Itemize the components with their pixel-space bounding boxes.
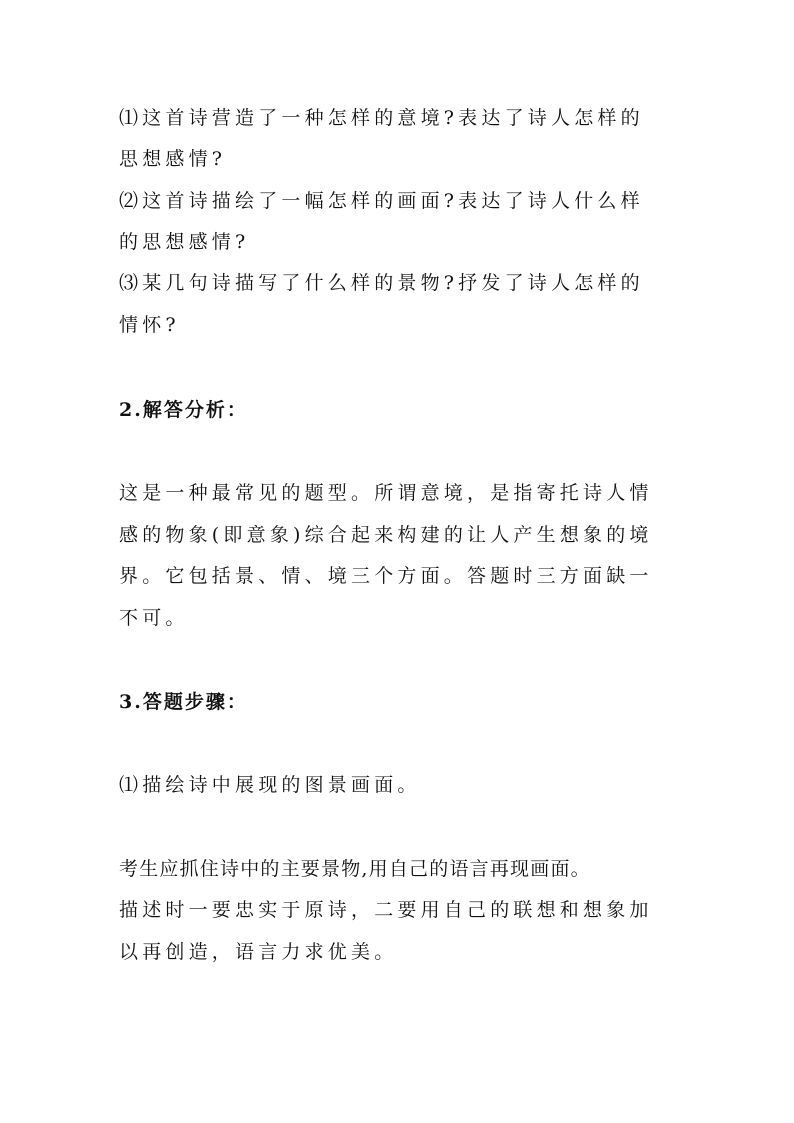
section-3-line-2: 描述时一要忠实于原诗，二要用自己的联想和想象加	[119, 899, 653, 921]
question-3-line-2: 情怀?	[119, 314, 180, 336]
section-2-line-4: 不可。	[119, 607, 189, 629]
section-3-heading: 3.答题步骤：	[119, 691, 248, 713]
question-1-line-2: 思想感情?	[119, 148, 227, 170]
question-2-line-2: 的思想感情?	[119, 231, 250, 253]
section-2-line-3: 界。它包括景、情、境三个方面。答题时三方面缺一	[119, 565, 653, 587]
question-3-line-1: ⑶某几句诗描写了什么样的景物?抒发了诗人怎样的	[119, 272, 644, 294]
section-2-line-2: 感的物象(即意象)综合起来构建的让人产生想象的境	[119, 524, 653, 546]
section-3-line-1: 考生应抓住诗中的主要景物,用自己的语言再现画面。	[119, 858, 591, 880]
section-2-line-1: 这是一种最常见的题型。所谓意境，是指寄托诗人情	[119, 482, 653, 504]
section-3-line-3: 以再创造，语言力求优美。	[119, 941, 398, 963]
section-3-step-1: ⑴描绘诗中展现的图景画面。	[119, 774, 421, 796]
question-2-line-1: ⑵这首诗描绘了一幅怎样的画面?表达了诗人什么样	[119, 190, 644, 212]
question-1-line-1: ⑴这首诗营造了一种怎样的意境?表达了诗人怎样的	[119, 107, 644, 129]
section-2-heading: 2.解答分析：	[119, 399, 248, 421]
